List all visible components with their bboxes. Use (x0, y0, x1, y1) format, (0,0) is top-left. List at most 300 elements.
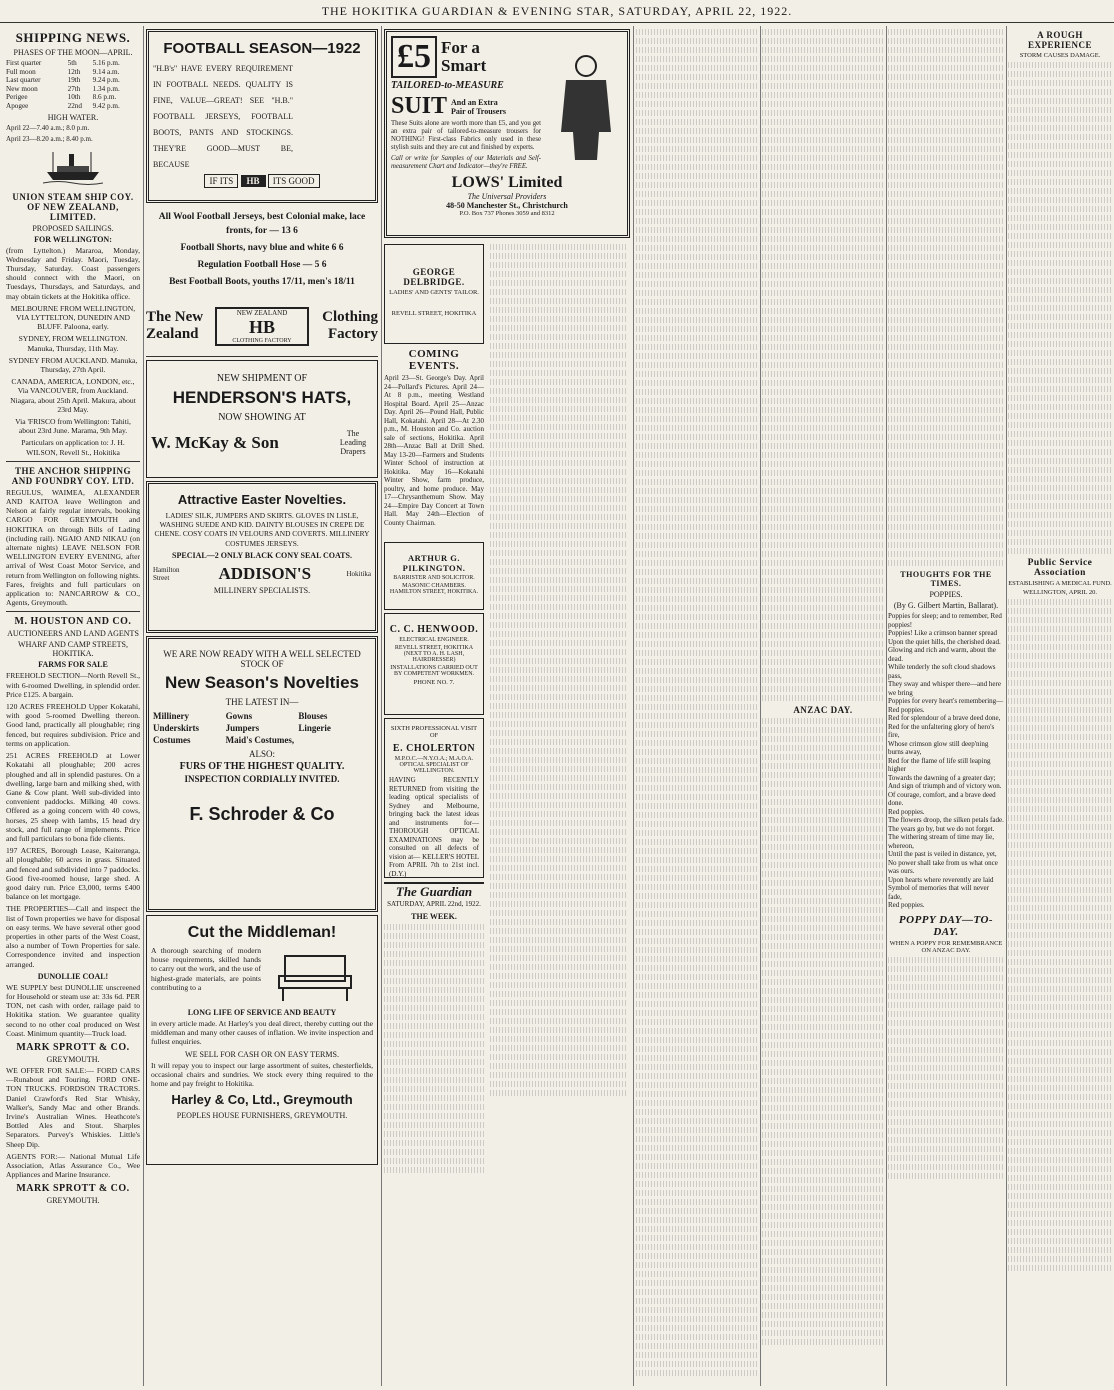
text-line (490, 667, 628, 673)
text-line (1008, 215, 1112, 221)
text-line (490, 1045, 628, 1051)
text-line (888, 362, 1004, 368)
text-line (490, 415, 628, 421)
text-line (762, 317, 884, 323)
text-line (762, 281, 884, 287)
text-line (636, 308, 758, 314)
text-line (490, 928, 628, 934)
poppy-sub: WHEN A POPPY FOR REMEMBRANCE ON ANZAC DAY. (889, 939, 1003, 954)
text-line (490, 595, 628, 601)
text-line (888, 1155, 1004, 1161)
lows-tailored: TAILORED-to-MEASURE (391, 80, 504, 91)
text-line (1008, 170, 1112, 176)
text-line (888, 1056, 1004, 1062)
text-line (636, 767, 758, 773)
nz-right: Clothing Factory (322, 309, 378, 342)
text-line (1008, 1076, 1112, 1082)
houston-title: M. HOUSTON AND CO. (14, 616, 132, 628)
text-line (762, 1294, 884, 1300)
article-text (888, 29, 1004, 566)
column-rule (143, 26, 144, 1386)
text-line (1008, 1229, 1112, 1235)
text-line (384, 1041, 484, 1047)
text-line (888, 173, 1004, 179)
text-line (636, 1154, 758, 1160)
text-line (636, 1199, 758, 1205)
events: April 23—St. George's Day. April 24—Pollard's Pictures. April 24—At 8 p.m., meeting Westland Hospital Board. April 25—Anzac Day. April 26—Pound Hall, Public Hall, Kokatahi. April 28—At 2.30 p.m., M. Houston and Co. auction sale of sections, Hokitika. April 28th—Anzac Ball at Drill Shed. May 13-20—Farmers and Students Winter School of instruction at Hokitika. May 16—Kokatahi Winter Show, farm produce, poultry, and home produce. May 17—Chrysanthemum Show. May 24—Empire Day Concert at Town Hall. May 24th—Election of County Chairman. (384, 374, 484, 527)
text-line (888, 38, 1004, 44)
text-line (1008, 251, 1112, 257)
text-line (1008, 896, 1112, 902)
text-line (490, 937, 628, 943)
text-line (636, 1271, 758, 1277)
text-line (762, 1060, 884, 1066)
addison-town: Hokitika (346, 569, 371, 578)
text-line (888, 533, 1004, 539)
hb-badge (153, 176, 371, 186)
text-line (636, 632, 758, 638)
text-line (888, 497, 1004, 503)
text-line (1008, 1004, 1112, 1010)
text-line (762, 506, 884, 512)
its-good: ITS GOOD (268, 174, 320, 188)
text-line (490, 586, 628, 592)
text-line (762, 407, 884, 413)
text-line (762, 452, 884, 458)
text-line (490, 388, 628, 394)
text-line (1008, 368, 1112, 374)
article-text (1008, 62, 1112, 554)
text-line (490, 541, 628, 547)
agents-for: AGENTS FOR:— National Mutual Life Association, Atlas Assurance Co., Wee Appliances and Marine Insurance. (6, 1151, 140, 1180)
text-line (636, 560, 758, 566)
text-line (762, 736, 884, 742)
text-line (636, 830, 758, 836)
text-line (888, 308, 1004, 314)
text-line (1008, 608, 1112, 614)
text-line (762, 943, 884, 949)
text-line (636, 605, 758, 611)
text-line (762, 461, 884, 467)
text-line (636, 1244, 758, 1250)
wellington-body: (from Lyttelton.) Mararoa, Monday, Wednesday and Friday. Maori, Tuesday, Thursday, Saturday. Coast passengers should connect with the Maori, on Tuesdays, Thursdays, and Saturdays, and may obtain tickets at the Hokitika office. (6, 245, 140, 301)
text-line (490, 910, 628, 916)
text-line (1008, 1139, 1112, 1145)
text-line (888, 461, 1004, 467)
text-line (636, 1181, 758, 1187)
text-line (1008, 779, 1112, 785)
text-line (1008, 179, 1112, 185)
column-rule (760, 26, 761, 1386)
text-line (1008, 1013, 1112, 1019)
text-line (384, 1158, 484, 1164)
text-line (1008, 512, 1112, 518)
text-line (1008, 233, 1112, 239)
text-line (888, 542, 1004, 548)
text-line (490, 892, 628, 898)
text-line (1008, 770, 1112, 776)
text-line (762, 1105, 884, 1111)
text-line (888, 191, 1004, 197)
text-line (1008, 959, 1112, 965)
text-line (636, 992, 758, 998)
text-line (762, 1096, 884, 1102)
text-line (888, 272, 1004, 278)
text-line (888, 1038, 1004, 1044)
moon-cell: 5th (67, 59, 77, 67)
text-line (1008, 707, 1112, 713)
text-line (636, 1037, 758, 1043)
text-line (636, 128, 758, 134)
long-life: LONG LIFE OF SERVICE AND BEAUTY (187, 1008, 337, 1017)
sydney-auckland: SYDNEY FROM AUCKLAND. Manuka, Thursday, 27th April. (8, 355, 138, 374)
text-line (762, 853, 884, 859)
text-line (636, 29, 758, 35)
text-line (490, 973, 628, 979)
text-line (1008, 1058, 1112, 1064)
text-line (636, 443, 758, 449)
the-week: THE WEEK. (411, 912, 457, 921)
text-line (1008, 1121, 1112, 1127)
text-line (762, 245, 884, 251)
col3-left (384, 241, 484, 1176)
text-line (490, 1072, 628, 1078)
text-line (1008, 968, 1112, 974)
text-line (888, 1164, 1004, 1170)
text-line (762, 916, 884, 922)
text-line (636, 218, 758, 224)
text-line (384, 942, 484, 948)
text-line (762, 641, 884, 647)
text-line (1008, 662, 1112, 668)
furs: FURS OF THE HIGHEST QUALITY. (179, 761, 345, 772)
text-line (636, 812, 758, 818)
text-line (1008, 494, 1112, 500)
text-line (636, 1307, 758, 1313)
text-line (490, 982, 628, 988)
text-line (762, 686, 884, 692)
moon-cell: 9.42 p.m. (92, 101, 120, 110)
text-line (888, 993, 1004, 999)
text-line (1008, 449, 1112, 455)
goods-item: Maid's Costumes, (225, 735, 295, 745)
text-line (636, 1298, 758, 1304)
text-line (762, 533, 884, 539)
text-line (1008, 1220, 1112, 1226)
text-line (636, 173, 758, 179)
lows-phone: P.O. Box 737 Phones 3059 and 8312 (459, 210, 555, 217)
text-line (1008, 1103, 1112, 1109)
poem-line: Red for the flame of life still leaping higher (888, 756, 991, 773)
text-line (888, 164, 1004, 170)
text-line (636, 1082, 758, 1088)
melbourne: MELBOURNE FROM WELLINGTON, VIA LYTTELTON, DUNEDIN AND BLUFF. Paloona, early. (10, 303, 136, 332)
text-line (762, 1222, 884, 1228)
text-line (888, 416, 1004, 422)
lows-suit: SUIT (391, 93, 448, 119)
text-line (888, 434, 1004, 440)
text-line (490, 334, 628, 340)
text-line (636, 1343, 758, 1349)
text-line (762, 745, 884, 751)
schroder-ad (146, 636, 378, 912)
text-line (636, 785, 758, 791)
text-line (888, 101, 1004, 107)
text-line (888, 128, 1004, 134)
lows-extra: And an Extra Pair of Trousers (451, 97, 506, 116)
text-line (490, 514, 628, 520)
text-line (888, 1092, 1004, 1098)
text-line (1008, 806, 1112, 812)
text-line (762, 880, 884, 886)
text-line (490, 757, 628, 763)
text-line (636, 776, 758, 782)
text-line (490, 676, 628, 682)
text-line (1008, 242, 1112, 248)
text-line (636, 884, 758, 890)
text-line (762, 1150, 884, 1156)
text-line (384, 933, 484, 939)
delbridge-sub: LADIES' AND GENTS' TAILOR. (389, 289, 479, 296)
text-line (490, 289, 628, 295)
text-line (490, 793, 628, 799)
text-line (490, 343, 628, 349)
henwood-inst: INSTALLATIONS CARRIED OUT BY COMPETENT WORKMEN. (390, 665, 478, 677)
text-line (636, 47, 758, 53)
text-line (1008, 1040, 1112, 1046)
text-line (636, 1118, 758, 1124)
text-line (636, 1163, 758, 1169)
text-line (762, 862, 884, 868)
text-line (888, 975, 1004, 981)
text-line (636, 686, 758, 692)
price-1: All Wool Football Jerseys, best Colonial make, lace fronts, for — 13 6 (158, 212, 366, 236)
text-line (762, 209, 884, 215)
text-line (762, 1285, 884, 1291)
text-line (636, 65, 758, 71)
text-line (1008, 548, 1112, 554)
text-line (384, 1131, 484, 1137)
poem-line: Towards the dawning of a greater day; (888, 773, 996, 782)
text-line (384, 1032, 484, 1038)
text-line (1008, 869, 1112, 875)
text-line (384, 951, 484, 957)
text-line (636, 470, 758, 476)
text-line (888, 65, 1004, 71)
poem-line: No power shall take from us what once was ours. (888, 858, 998, 875)
text-line (762, 1267, 884, 1273)
dunollie-title: DUNOLLIE COAL! (37, 971, 109, 981)
text-line (1008, 71, 1112, 77)
text-line (490, 271, 628, 277)
text-line (1008, 152, 1112, 158)
text-line (888, 957, 1004, 963)
text-line (384, 1167, 484, 1173)
text-line (636, 1325, 758, 1331)
text-line (1008, 842, 1112, 848)
delbridge: GEORGE DELBRIDGE. (403, 267, 465, 287)
text-line (490, 802, 628, 808)
middleman-body-2: in every article made. At Harley's you deal direct, thereby cutting out the middleman and many other causes of inflation. We invite inspection and fullest enquiries. (151, 1019, 373, 1047)
text-line (762, 1114, 884, 1120)
moon-table (6, 59, 140, 111)
lows-for: For a Smart (441, 38, 487, 75)
text-line (490, 955, 628, 961)
poem-line: Red for the unfaltering glory of hero's fire, (888, 722, 995, 739)
text-line (1008, 1202, 1112, 1208)
text-line (636, 200, 758, 206)
moon-cell: 9.14 a.m. (92, 67, 120, 76)
text-line (762, 596, 884, 602)
text-line (1008, 734, 1112, 740)
text-line (888, 1029, 1004, 1035)
text-line (762, 74, 884, 80)
text-line (636, 551, 758, 557)
goods-item: Lingerie (298, 723, 331, 733)
coming-events: COMING EVENTS. (408, 348, 460, 372)
text-line (1008, 1148, 1112, 1154)
guardian-heading (384, 882, 484, 921)
text-line (762, 1321, 884, 1327)
text-line (490, 784, 628, 790)
text-line (1008, 950, 1112, 956)
text-line (888, 1083, 1004, 1089)
text-line (1008, 314, 1112, 320)
text-line (636, 506, 758, 512)
text-line (384, 1140, 484, 1146)
anzac-day: ANZAC DAY. (793, 705, 853, 715)
canada: CANADA, AMERICA, LONDON, etc., Via VANCOUVER, from Auckland. Niagara, about 25th April. Makura, about 23rd May. (10, 377, 136, 414)
moon-title: PHASES OF THE MOON—APRIL. (13, 48, 133, 57)
text-line (636, 695, 758, 701)
text-line (636, 677, 758, 683)
text-line (762, 146, 884, 152)
text-line (1008, 332, 1112, 338)
text-line (490, 721, 628, 727)
cholerton-body: HAVING RECENTLY RETURNED from visiting the leading optical specialists of Sydney and Melbourne, bringing back the latest ideas and instruments for— THOROUGH OPTICAL EXAMINATIONS may be consulted on all defects of vision at— KELLER'S HOTEL From APRIL 7th to 21st incl. (D.Y.) (389, 776, 479, 878)
addison: ADDISON'S (218, 563, 312, 583)
text-line (636, 317, 758, 323)
text-line (636, 1217, 758, 1223)
text-line (636, 542, 758, 548)
text-line (636, 1334, 758, 1340)
rough-sub: STORM CAUSES DAMAGE. (1019, 52, 1101, 59)
text-line (762, 38, 884, 44)
text-line (1008, 1112, 1112, 1118)
text-line (1008, 986, 1112, 992)
acres-120: 120 ACRES FREEHOLD Upper Kokatahi, with good 5-roomed Dwelling thereon. Good land, practically all ploughable; ring fenced, but requires subdivision. Price and terms on application. (6, 702, 140, 748)
text-line (490, 613, 628, 619)
text-line (1008, 80, 1112, 86)
dunollie-body: WE SUPPLY best DUNOLLIE unscreened for Household or steam use at: 33s 6d. PER TON, net cash with order, railage paid to Hokitika station. We guarantee quality second to no other coal produced on West Coast. Minimum quantity—Truck load. (6, 982, 140, 1038)
text-line (762, 1177, 884, 1183)
text-line (1008, 1022, 1112, 1028)
text-line (762, 808, 884, 814)
text-line (490, 352, 628, 358)
text-line (490, 379, 628, 385)
poem-line: Red for splendour of a brave deed done, (888, 714, 1001, 722)
text-line (384, 1068, 484, 1074)
text-line (1008, 377, 1112, 383)
text-line (636, 272, 758, 278)
column-news-3 (888, 26, 1004, 1182)
nz-clothing-ad (146, 296, 378, 357)
text-line (1008, 698, 1112, 704)
text-line (1008, 644, 1112, 650)
text-line (1008, 341, 1112, 347)
poem-line: The withering stream of time may lie, whereon, (888, 833, 994, 850)
text-line (384, 996, 484, 1002)
text-line (636, 1226, 758, 1232)
henwood-phone: PHONE NO. 7. (413, 679, 455, 686)
text-line (636, 164, 758, 170)
anchor-body: REGULUS, WAIMEA, ALEXANDER AND KAITOA leave Wellington and Nelson at fairly regular intervals, booking CARGO FOR GREYMOUTH and HOKITIKA on through Bills of Lading (including rail). NGAIO AND NIKAU (on alternate nights) LEAVE NELSON FOR WELLINGTON EVERY EVENING, after arrival of West Coast Motor Service, and return from Wellington on following nights. Fares, freights and full particulars on application to: NANCARROW & CO., Agents, Greymouth. (6, 487, 140, 608)
text-line (762, 961, 884, 967)
moon-row (6, 85, 140, 94)
text-line (888, 245, 1004, 251)
middleman: Cut the Middleman! (187, 924, 337, 941)
text-line (762, 263, 884, 269)
text-line (1008, 62, 1112, 68)
goods-item: Gowns (225, 711, 253, 721)
addison-sub: MILLINERY SPECIALISTS. (213, 585, 311, 595)
guardian-title: The Guardian (395, 884, 473, 899)
text-line (636, 920, 758, 926)
leader-text (384, 924, 484, 1173)
text-line (762, 781, 884, 787)
text-line (762, 1213, 884, 1219)
text-line (490, 559, 628, 565)
column-news-4 (1008, 26, 1112, 1274)
text-line (636, 326, 758, 332)
text-line (762, 997, 884, 1003)
harley: Harley & Co, Ltd., Greymouth (171, 1092, 353, 1108)
text-line (762, 83, 884, 89)
text-line (1008, 188, 1112, 194)
text-line (1008, 1094, 1112, 1100)
text-line (1008, 635, 1112, 641)
text-line (888, 317, 1004, 323)
text-line (1008, 995, 1112, 1001)
moon-cell: 5.16 p.m. (92, 59, 120, 67)
text-line (762, 826, 884, 832)
poem-line: Whose crimson glow still deep'ning burns away, (888, 739, 989, 756)
text-line (636, 623, 758, 629)
poem-line: Symbol of memories that will never fade, (888, 884, 989, 901)
text-line (1008, 923, 1112, 929)
text-line (490, 712, 628, 718)
text-line (1008, 626, 1112, 632)
text-line (636, 1253, 758, 1259)
text-line (762, 236, 884, 242)
text-line (888, 1119, 1004, 1125)
text-line (636, 83, 758, 89)
text-line (888, 1065, 1004, 1071)
text-line (762, 137, 884, 143)
text-line (762, 1033, 884, 1039)
text-line (888, 515, 1004, 521)
text-line (762, 817, 884, 823)
text-line (636, 848, 758, 854)
text-line (1008, 116, 1112, 122)
text-line (762, 934, 884, 940)
text-line (636, 56, 758, 62)
easter-body: LADIES' SILK, JUMPERS AND SKIRTS. GLOVES IN LISLE, WASHING SUEDE AND KID. DAINTY BLOUSES IN CREPE DE CHENE. COSY COATS IN VELOURS AND COVERTS. MILLINERY COSTUMES JERSEYS. (154, 511, 370, 548)
text-line (762, 1303, 884, 1309)
text-line (1008, 1184, 1112, 1190)
text-line (636, 479, 758, 485)
poem-line: Red poppies. (888, 807, 925, 816)
